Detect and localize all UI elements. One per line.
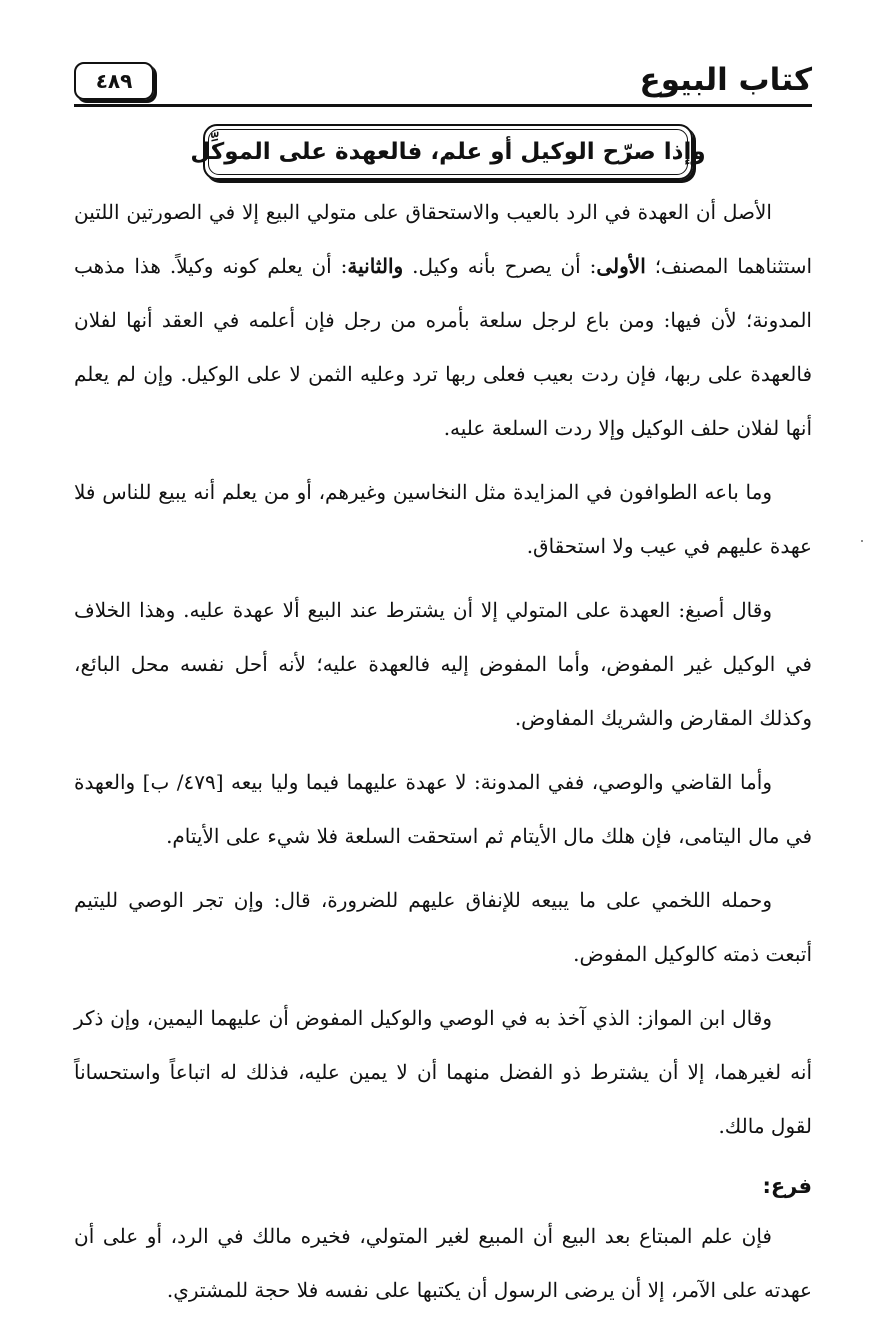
paragraph-3: وقال أصبغ: العهدة على المتولي إلا أن يشترط عند البيع ألا عهدة عليه. وهذا الخلاف في الوكيل غير المفوض، وأما المفوض إليه فالعهدة عليه؛ لأنه أحل نفسه محل البائع، وكذلك المقارض والشريك المفاوض. bbox=[74, 598, 812, 730]
paragraph-1-text-3: : أن يعلم كونه وكيلاً. هذا مذهب المدونة؛ لأن فيها: ومن باع لرجل سلعة بأمره من رجل فإن أعلمه في العقد أنها لفلان فالعهدة على ربها، فإن ردت بعيب فعلى ربها ترد وعليه الثمن لا على الوكيل. وإن لم يعلم أنها لفلان حلف الوكيل وإلا ردت السلعة عليه. bbox=[74, 254, 812, 440]
paragraph-1-text-2: : أن يصرح بأنه وكيل. bbox=[403, 254, 597, 278]
far-subheading: فرع: bbox=[762, 1174, 812, 1198]
page-number: ٤٨٩ bbox=[95, 69, 133, 93]
paragraph-final: فإن علم المبتاع بعد البيع أن المبيع لغير المتولي، فخيره مالك في الرد، أو على أن عهدته على الآمر، إلا أن يرضى الرسول أن يكتبها على نفسه فلا حجة للمشتري. bbox=[74, 1224, 812, 1302]
running-head-title: كتاب البيوع bbox=[639, 62, 812, 98]
paragraph-1-text: الأصل أن العهدة في الرد بالعيب والاستحقاق على متولي البيع إلا في الصورتين اللتين استثناهما المصنف؛ bbox=[74, 200, 813, 278]
section-heading-frame bbox=[190, 124, 706, 180]
paragraph-2: وما باعه الطوافون في المزايدة مثل النخاسين وغيرهم، أو من يعلم أنه يبيع للناس فلا عهدة عليهم في عيب ولا استحقاق. bbox=[74, 480, 812, 558]
margin-speck bbox=[861, 540, 863, 542]
header-rule bbox=[74, 104, 812, 107]
paragraph-1 bbox=[74, 185, 812, 455]
paragraph-1-bold-second: والثانية bbox=[347, 254, 404, 278]
paragraph-4: وأما القاضي والوصي، ففي المدونة: لا عهدة عليهما فيما وليا بيعه [٤٧٩/ ب] والعهدة في مال اليتامى، فإن هلك مال الأيتام ثم استحقت السلعة فلا شيء على الأيتام. bbox=[74, 770, 812, 848]
page-number-box bbox=[74, 62, 154, 100]
paragraph-1-bold-first: الأولى bbox=[596, 254, 646, 278]
section-heading: وإذا صرّح الوكيل أو علم، فالعهدة على الموكِّل bbox=[190, 139, 706, 165]
paragraph-5: وحمله اللخمي على ما يبيعه للإنفاق عليهم للضرورة، قال: وإن تجر الوصي لليتيم أتبعت ذمته كالوكيل المفوض. bbox=[74, 888, 812, 966]
body-text bbox=[74, 185, 812, 1327]
paragraph-6: وقال ابن المواز: الذي آخذ به في الوصي والوكيل المفوض أن عليهما اليمين، وإن ذكر أنه لغيرهما، إلا أن يشترط ذو الفضل منهما أن لا يمين عليه، فذلك له اتباعاً واستحساناً لقول مالك. bbox=[74, 1006, 812, 1138]
page-header bbox=[74, 58, 812, 108]
